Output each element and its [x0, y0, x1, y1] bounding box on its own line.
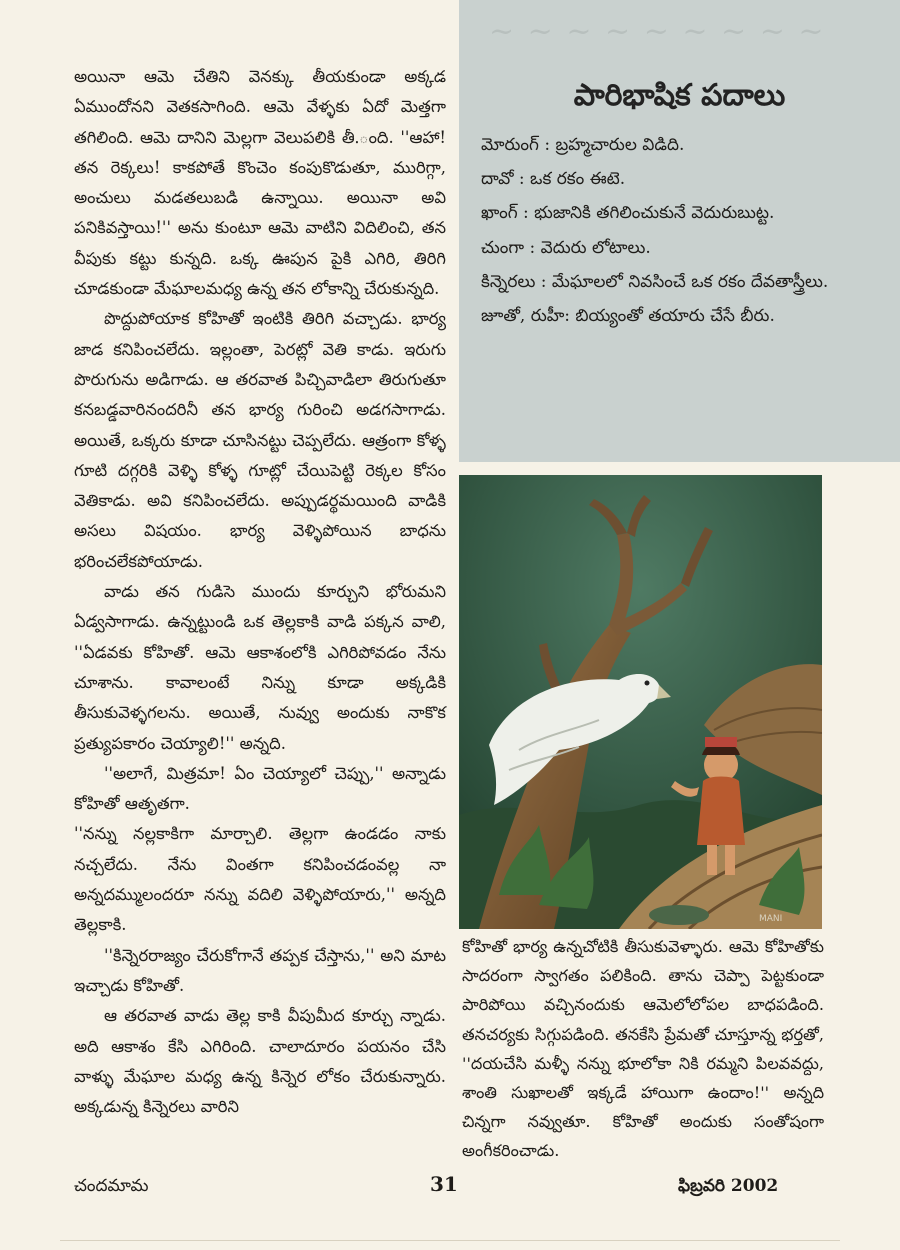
- story-illustration: [459, 475, 822, 929]
- story-right-column: [462, 932, 824, 1166]
- glossary-item: చుంగా : వెదురు లోటాలు.: [481, 237, 651, 258]
- glossary-item: జూతో, రుహీ: బియ్యంతో తయారు చేసే బీరు.: [481, 306, 775, 327]
- bleed-through-text: ~ ~ ~ ~ ~ ~ ~ ~ ~: [489, 14, 826, 49]
- story-left-column: [74, 62, 446, 1122]
- glossary-item: ఖాంగ్ : భుజానికి తగిలించుకునే వెదురుబుట్ట.: [481, 203, 775, 224]
- story-paragraph: ''అలాగే, మిత్రమా! ఏం చెయ్యాలో చెప్పు,'' అన్నాడు కోహితో ఆతృతగా.: [74, 763, 446, 814]
- page-edge-rule: [60, 1240, 840, 1241]
- glossary-item: మోరుంగ్ : బ్రహ్మచారుల విడిది.: [481, 135, 685, 155]
- glossary-box: [459, 0, 900, 462]
- story-paragraph: పొద్దుపోయాక కోహితో ఇంటికి తిరిగి వచ్చాడు. భార్య జాడ కనిపించలేదు. ఇల్లంతా, పెరట్లో వెతి కాడు. ఇరుగు పొరుగును అడిగాడు. ఆ తరవాత పిచ్చివాడిలా తిరుగుతూ కనబడ్డవారినందరినీ తన భార్య గురించి అడగసాగాడు. అయితే, ఒక్కరు కూడా చూసినట్టు చెప్పలేదు. ఆత్రంగా కోళ్ళ గూటి దగ్గరికి వెళ్ళి కోళ్ళ గూట్లో చేయిపెట్టి రెక్కల కోసం వెతికాడు. అవి కనిపించలేదు. అప్పుడర్థమయింది వాడికి అసలు విషయం. భార్య వెళ్ళిపోయిన బాధను భరించలేకపోయాడు.: [74, 309, 446, 571]
- page-number: 31: [430, 1172, 458, 1196]
- glossary-item: కిన్నెరలు : మేఘాలలో నివసించే ఒక రకం దేవతాస్త్రీలు.: [481, 271, 829, 292]
- story-paragraph: ''నన్ను నల్లకాకిగా మార్చాలి. తెల్లగా ఉండడం నాకు నచ్చలేదు. నేను వింతగా కనిపించడంవల్ల నా అన్నదమ్ములందరూ నన్ను వదిలి వెళ్ళిపోయారు,'' అన్నది తెల్లకాకి.: [74, 824, 446, 935]
- artist-signature: MANI: [759, 914, 783, 924]
- story-paragraph: ''కిన్నెరరాజ్యం చేరుకోగానే తప్పక చేస్తాను,'' అని మాట ఇచ్చాడు కోహితో.: [74, 945, 446, 995]
- issue-date: ఫిబ్రవరి 2002: [678, 1176, 779, 1196]
- glossary-title: పారిభాషిక పదాలు: [573, 78, 786, 113]
- story-paragraph: ఆ తరవాత వాడు తెల్ల కాకి వీపుమీద కూర్చు న్నాడు. అది ఆకాశం కేసి ఎగిరింది. చాలాదూరం పయనం చేసి వాళ్ళు మేఘాల మధ్య ఉన్న కిన్నెర లోకం చేరుకున్నారు. అక్కడున్న కిన్నెరలు వారిని: [74, 1006, 446, 1117]
- story-paragraph: కోహితో భార్య ఉన్నచోటికి తీసుకువెళ్ళారు. ఆమె కోహితోకు సాదరంగా స్వాగతం పలికింది. తాను చెప్పా పెట్టకుండా పారిపోయి వచ్చినందుకు ఆమెలోలోపల బాధపడింది. తనచర్యకు సిగ్గుపడింది. తనకేసి ప్రేమతో చూస్తూన్న భర్తతో, ''దయచేసి మళ్ళీ నన్ను భూలోకా నికి రమ్మని పిలవవద్దు, శాంతి సుఖాలతో ఇక్కడే హాయిగా ఉందాం!'' అన్నది చిన్నగా నవ్వుతూ. కోహితో అందుకు సంతోషంగా అంగీకరించాడు.: [462, 937, 824, 1161]
- magazine-name: చందమామ: [74, 1176, 149, 1196]
- illustration-art: [459, 475, 822, 929]
- glossary-item: దావో : ఒక రకం ఈటె.: [481, 169, 626, 190]
- story-paragraph: వాడు తన గుడిసె ముందు కూర్చుని భోరుమని ఏడ్వసాగాడు. ఉన్నట్టుండి ఒక తెల్లకాకి వాడి పక్కన వాలి, ''ఏడవకు కోహితో. ఆమె ఆకాశంలోకి ఎగిరిపోవడం నేను చూశాను. కావాలంటే నిన్ను కూడా అక్కడికి తీసుకువెళ్ళగలను. అయితే, నువ్వు అందుకు నాకొక ప్రత్యుపకారం చెయ్యాలి!'' అన్నది.: [74, 582, 446, 753]
- story-paragraph: అయినా ఆమె చేతిని వెనక్కు తీయకుండా అక్కడ ఏముందోనని వెతకసాగింది. ఆమె వేళ్ళకు ఏదో మెత్తగా తగిలింది. ఆమె దానిని మెల్లగా వెలుపలికి తీ.ంది. ''ఆహా! తన రెక్కలు! కాకపోతే కొంచెం కంపుకొడుతూ, మురిగ్గా, అంచులు మడతలుబడి ఉన్నాయి. అయినా అవి పనికివస్తాయి!'' అను కుంటూ ఆమె వాటిని విదిలించి, తన వీపుకు కట్టు కున్నది. ఒక్క ఊపున పైకి ఎగిరి, తిరిగి చూడకుండా మేఘాలమధ్య ఉన్న తన లోకాన్ని చేరుకున్నది.: [74, 67, 446, 299]
- glossary-list: [481, 128, 881, 333]
